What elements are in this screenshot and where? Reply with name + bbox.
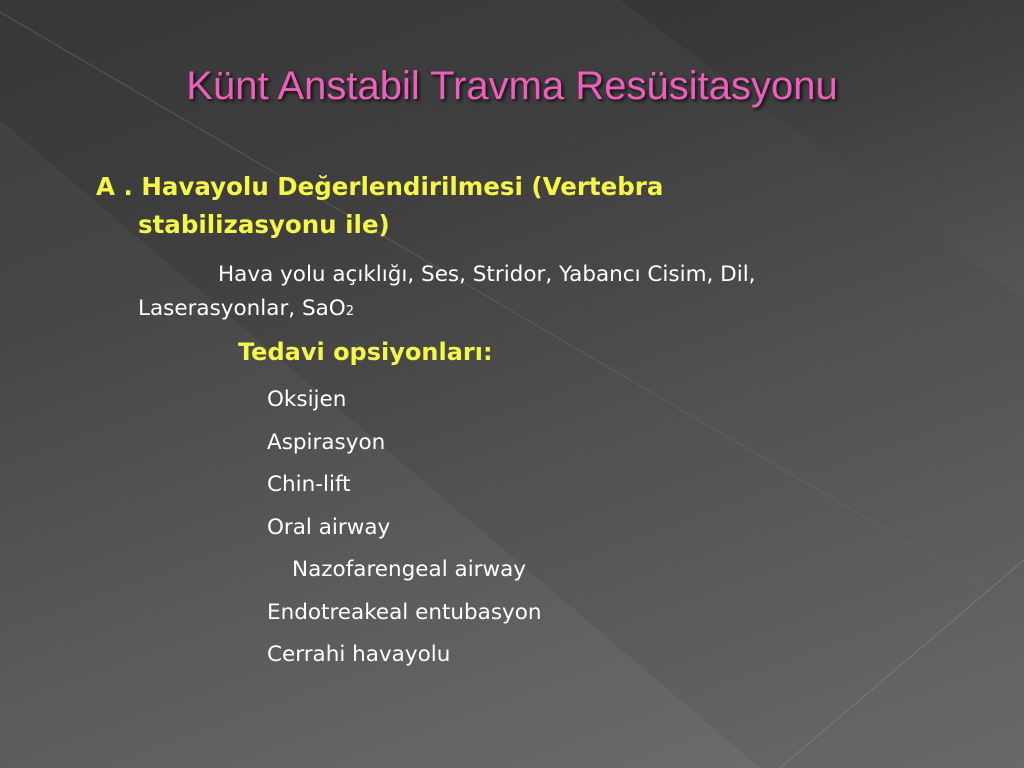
section-heading-line1: A . Havayolu Değerlendirilmesi (Vertebra [96, 172, 664, 201]
option-oksijen: Oksijen [267, 387, 347, 412]
assessment-line2-text: Laserasyonlar, SaO [138, 296, 346, 321]
section-heading [96, 168, 816, 244]
option-chin-lift: Chin-lift [267, 472, 351, 497]
assessment-subscript: 2 [345, 304, 354, 319]
options-heading: Tedavi opsiyonları: [238, 338, 493, 366]
slide-title: Künt Anstabil Travma Resüsitasyonu [186, 64, 838, 108]
option-endotreakeal-entubasyon: Endotreakeal entubasyon [267, 599, 542, 625]
option-nazofarengeal-airway: Nazofarengeal airway [292, 557, 526, 582]
section-heading-line2: stabilizasyonu ile) [138, 210, 390, 239]
options-list [267, 384, 542, 682]
assessment-line2 [138, 292, 938, 329]
option-aspirasyon: Aspirasyon [267, 429, 386, 455]
assessment-line1: Hava yolu açıklığı, Ses, Stridor, Yabancı Cisim, Dil, [218, 262, 756, 287]
assessment-text [138, 258, 938, 329]
option-cerrahi-havayolu: Cerrahi havayolu [267, 642, 451, 667]
option-oral-airway: Oral airway [267, 514, 391, 540]
